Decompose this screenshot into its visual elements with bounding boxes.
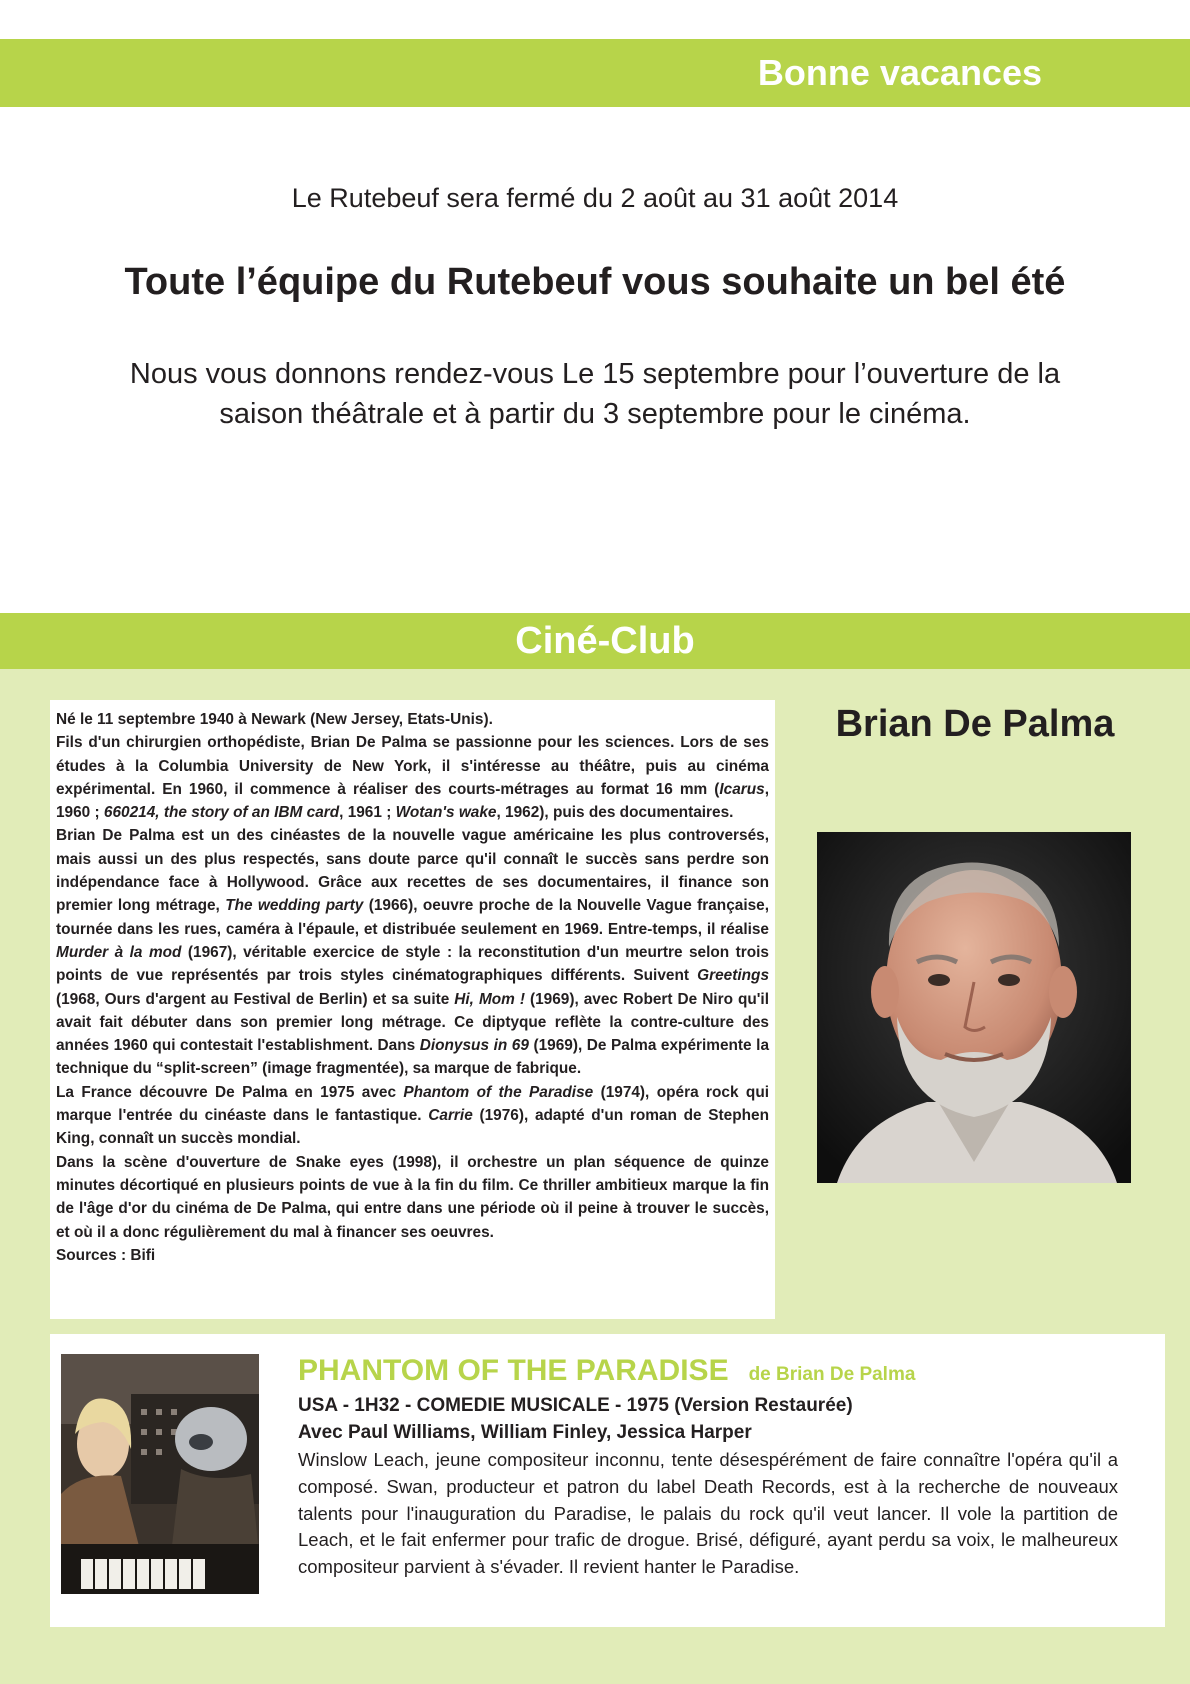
vacances-banner: Bonne vacances bbox=[0, 39, 1190, 107]
bio-paragraph: Brian De Palma est un des cinéastes de la nouvelle vague américaine les plus controversés, mais aussi un des plus respectés, sans doute parce qu'il connaît le succès sans perdre son indépendance face à Hollywood. Grâce aux recettes de ses documentaires, il finance son premier long métrage, The wedding party (1966), oeuvre proche de la Nouvelle Vague française, tournée dans les rues, caméra à l'épaule, et distribuée seulement en 1969. Entre-temps, il réalise Murder à la mod (1967), véritable exercice de style : la reconstitution d'un meurtre selon trois points de vue représentés par trois styles cinématographiques différents. Suivent Greetings (1968, Ours d'argent au Festival de Berlin) et sa suite Hi, Mom ! (1969), avec Robert De Niro qu'il avait fait débuter dans son premier long métrage. Ce diptyque reflète la contre-culture des années 1960 qui contestait l'establishment. Dans Dionysus in 69 (1969), De Palma expérimente la technique du “split-screen” (image fragmentée), sa marque de fabrique. bbox=[56, 827, 769, 1078]
film-still bbox=[61, 1354, 259, 1594]
bio-paragraph: Dans la scène d'ouverture de Snake eyes (1998), il orchestre un plan séquence de quinze minutes décortiqué en plusieurs points de vue à la fin du film. Ce thriller ambitieux marque la fin de l'âge d'or du cinéma de De Palma, qui entre dans une période où il peine à trouver le succès, et où il a donc régulièrement du mal à financer ses oeuvres. bbox=[56, 1153, 769, 1241]
film-still-illustration bbox=[61, 1354, 259, 1594]
rendezvous-line-2: saison théâtrale et à partir du 3 septembre pour le cinéma. bbox=[219, 398, 971, 430]
bio-sources: Sources : Bifi bbox=[56, 1246, 156, 1264]
bio-paragraph: La France découvre De Palma en 1975 avec Phantom of the Paradise (1974), opéra rock qui marque l'entrée du cinéaste dans le fantastique. Carrie (1976), adapté d'un roman de Stephen King, connaît un succès mondial. bbox=[56, 1083, 769, 1148]
rendezvous-line-1: Nous vous donnons rendez-vous Le 15 septembre pour l’ouverture de la bbox=[129, 358, 1061, 390]
bio-paragraph: Fils d'un chirurgien orthopédiste, Brian De Palma se passionne pour les sciences. Lors de ses études à la Columbia University de New York, il s'intéresse au théâtre, puis au cinéma expérimental. En 1960, il commence à réaliser des courts-métrages au format 16 mm (Icarus, 1960 ; 660214, the story of an IBM card, 1961 ; Wotan's wake, 1962), puis des documentaires. bbox=[56, 734, 769, 822]
film-synopsis: Winslow Leach, jeune compositeur inconnu, tente désespérément de faire connaître l'opéra qu'il a composé. Swan, producteur et patron du label Death Records, est à la recherche de nouveaux talents pour l'inauguration du Paradise, le palais du rock qu'il veut lancer. Il vole la partition de Leach, et le fait enfermer pour trafic de drogue. Brisé, défiguré, ayant perdu sa voix, le malheureux compositeur parvient à s'évader. Il revient hanter le Paradise. bbox=[298, 1449, 1118, 1578]
film-director: de Brian De Palma bbox=[748, 1364, 916, 1385]
film-cast: Avec Paul Williams, William Finley, Jessica Harper bbox=[298, 1422, 752, 1443]
film-details: USA - 1H32 - COMEDIE MUSICALE - 1975 (Version Restaurée) bbox=[298, 1395, 853, 1416]
film-card bbox=[50, 1334, 1165, 1627]
rendezvous-notice bbox=[0, 354, 1190, 434]
director-biography bbox=[50, 700, 775, 1319]
bio-paragraph: Né le 11 septembre 1940 à Newark (New Jersey, Etats-Unis). bbox=[56, 711, 493, 728]
portrait-illustration bbox=[817, 832, 1131, 1183]
director-name: Brian De Palma bbox=[835, 703, 1115, 745]
summer-headline: Toute l’équipe du Rutebeuf vous souhaite un bel été bbox=[124, 261, 1066, 303]
director-portrait bbox=[817, 832, 1131, 1183]
closure-notice: Le Rutebeuf sera fermé du 2 août au 31 août 2014 bbox=[291, 183, 899, 213]
film-title: PHANTOM OF THE PARADISE de Brian De Palma bbox=[298, 1354, 916, 1387]
cineclub-banner: Ciné-Club bbox=[0, 613, 1190, 669]
